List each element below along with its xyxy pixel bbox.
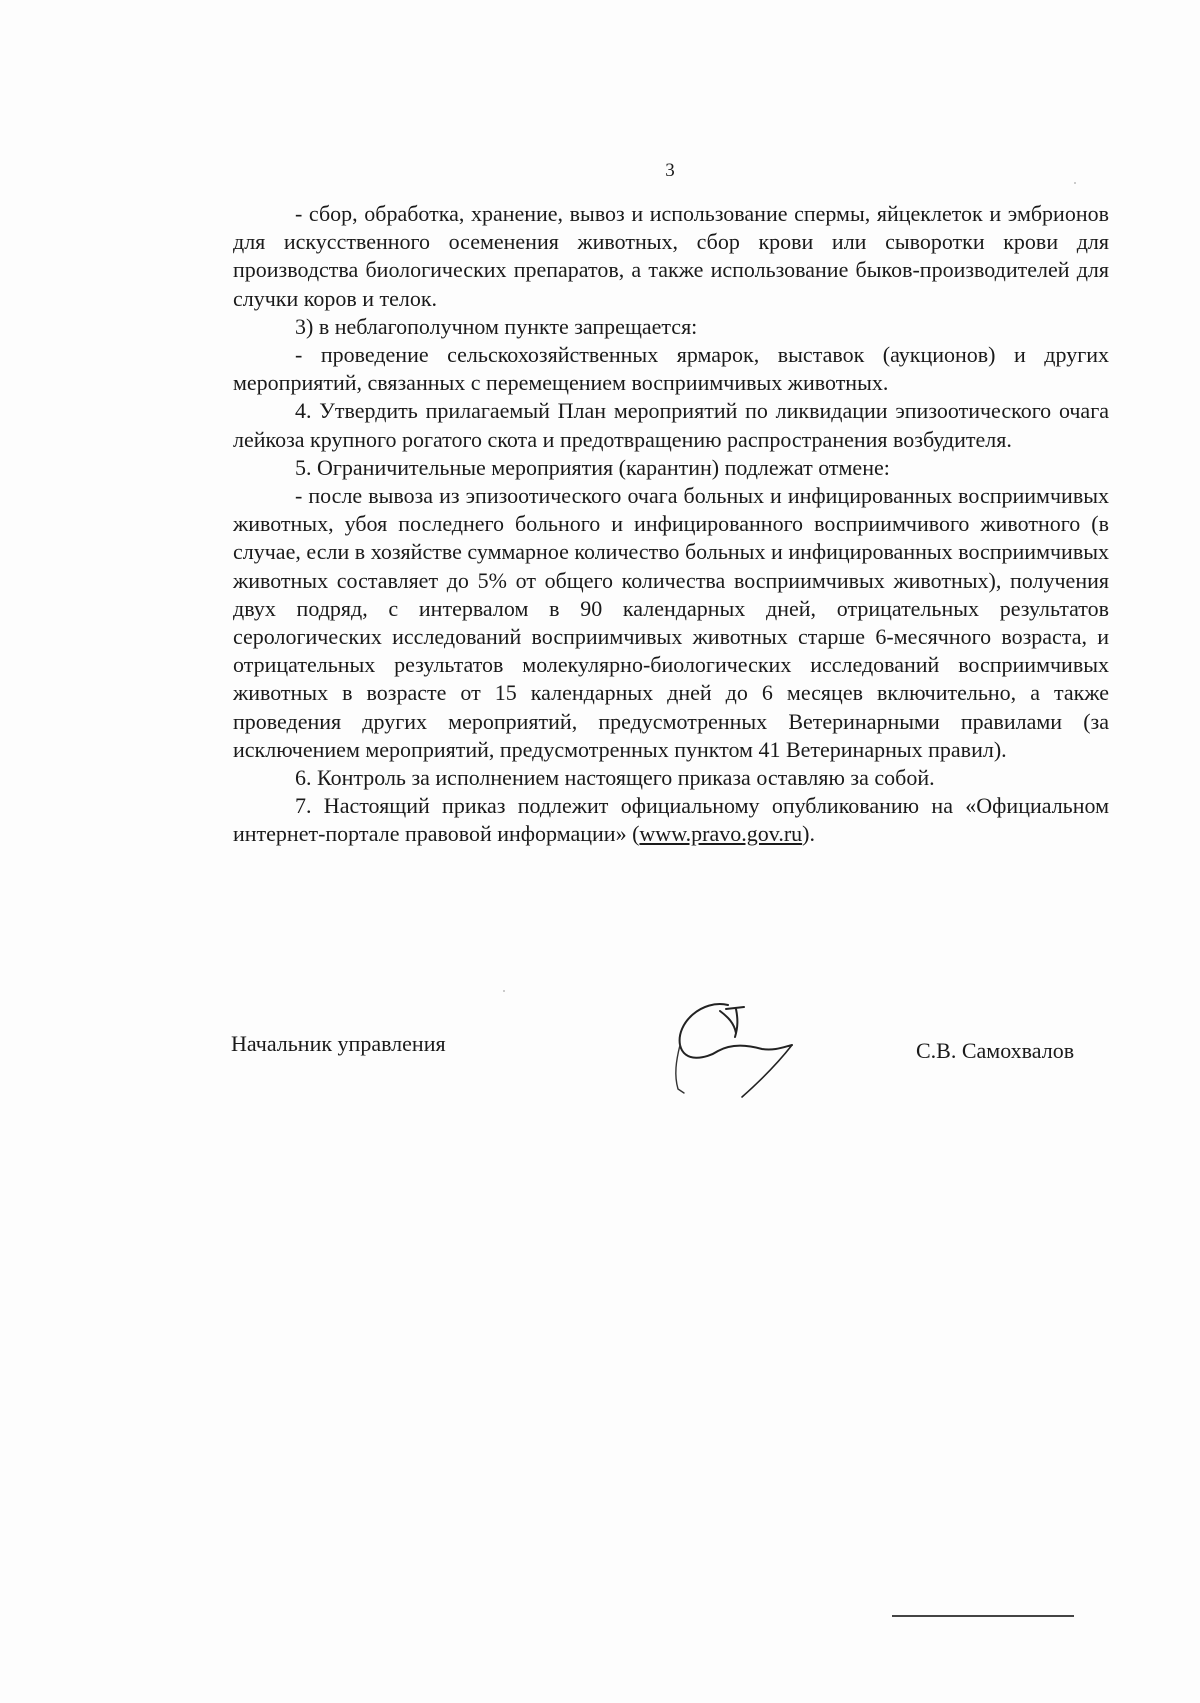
- scan-speck: [1074, 182, 1076, 184]
- page-number: 3: [665, 160, 675, 181]
- paragraph-item-6: 6. Контроль за исполнением настоящего приказа оставляю за собой.: [295, 765, 935, 791]
- pravo-link[interactable]: www.pravo.gov.ru: [639, 821, 803, 847]
- signature-block: [0, 1025, 1200, 1145]
- signer-position: Начальник управления: [231, 1031, 446, 1056]
- scan-speck: [503, 990, 505, 992]
- signer-name: С.В. Самохвалов: [916, 1038, 1075, 1063]
- paragraph-item-7-end: ).: [802, 821, 815, 847]
- paragraph-item-4: 4. Утвердить прилагаемый План мероприятий по ликвидации эпизоотического очага лейкоза крупного рогатого скота и предотвращению распространения возбудителя.: [233, 398, 1109, 452]
- paragraph-fairs-ban: - проведение сельскохозяйственных ярмарок, выставок (аукционов) и других мероприятий, связанных с перемещением восприимчивых животных.: [233, 342, 1109, 396]
- handwritten-signature: [662, 993, 812, 1113]
- paragraph-item-5: 5. Ограничительные мероприятия (карантин) подлежат отмене:: [295, 454, 890, 480]
- footer-rule: [892, 1615, 1074, 1617]
- paragraph-item-3: 3) в неблагополучном пункте запрещается:: [295, 313, 698, 339]
- document-body: [233, 200, 1109, 849]
- paragraph-item-7: [233, 792, 1109, 848]
- paragraph-collection-ban: - сбор, обработка, хранение, вывоз и использование спермы, яйцеклеток и эмбрионов для искусственного осеменения животных, сбор крови или сыворотки крови для производства биологических препаратов, а также использование быков-производителей для случки коров и телок.: [233, 201, 1109, 311]
- paragraph-item-7-text: 7. Настоящий приказ подлежит официальному опубликованию на «Официальном интернет-портале правовой информации» (: [233, 793, 1109, 847]
- paragraph-quarantine-lift: - после вывоза из эпизоотического очага больных и инфицированных восприимчивых животных, убоя последнего больного и инфицированного восприимчивого животного (в случае, если в хозяйстве суммарное количество больных и инфицированных восприимчивых животных составляет до 5% от общего количества восприимчивых животных), получения двух подряд, с интервалом в 90 календарных дней, отрицательных результатов серологических исследований восприимчивых животных старше 6-месячного возраста, и отрицательных результатов молекулярно-биологических исследований восприимчивых животных в возрасте от 15 календарных дней до 6 месяцев включительно, а также проведения других мероприятий, предусмотренных Ветеринарными правилами (за исключением мероприятий, предусмотренных пунктом 41 Ветеринарных правил).: [233, 483, 1109, 762]
